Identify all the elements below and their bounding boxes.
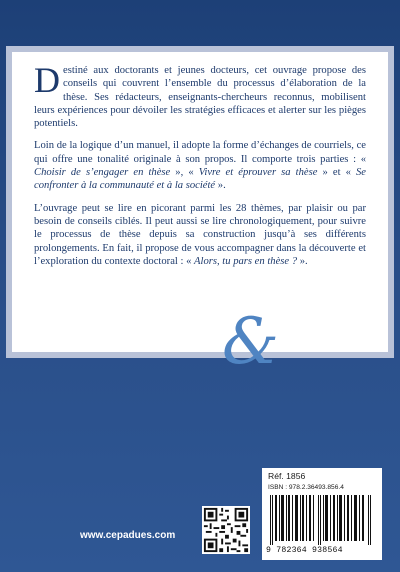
- description-text: [34, 60, 366, 277]
- part-3-title: Se confronter à la communauté et à la société: [34, 167, 366, 192]
- paragraph-3: [34, 202, 366, 268]
- ampersand-logo: &: [222, 305, 279, 379]
- barcode-box: [262, 468, 382, 560]
- book-title-quote: Alors, tu pars en thèse ?: [194, 255, 298, 267]
- paragraph-2-text-b: », «: [170, 167, 199, 179]
- paragraph-1-text: estiné aux doctorants et jeunes docteurs, cet ouvrage propose des conseils qui couvrent l’ensemble du processus d’élaboration de la thèse. Ses rédacteurs, enseignants-chercheurs reconnus, mobilisent leurs expériences pour dévoiler les stratégies efficaces et alerter sur les pièges potentiels.: [34, 65, 366, 130]
- paragraph-2-text-a: Loin de la logique d’un manuel, il adopte la forme d’échanges de courriels, ce qui offre une tonalité originale à son propos. Il comporte trois parties : «: [34, 140, 366, 165]
- description-panel: [12, 52, 388, 352]
- paragraph-2-text-c: » et «: [317, 167, 356, 179]
- paragraph-1: [34, 60, 366, 130]
- qr-code-graphic: [202, 506, 250, 554]
- website-link[interactable]: www.cepadues.com: [80, 530, 176, 541]
- part-1-title: Choisir de s’engager en thèse: [34, 167, 171, 179]
- barcode-icon: [268, 495, 376, 545]
- paragraph-2: [34, 139, 366, 192]
- part-2-title: Vivre et éprouver sa thèse: [198, 167, 318, 179]
- qr-code: [202, 506, 250, 554]
- paragraph-3-text-a: L’ouvrage peut se lire en picorant parmi les 28 thèmes, par plaisir ou par besoin de conseils ciblés. Il peut aussi se lire chronologiquement, pour suivre le processus de thèse depuis sa construction jusqu’à ses différents prolongements. En fait, il propose de vous accompagner dans la découverte et l’exploration du contexte doctoral : «: [34, 202, 366, 267]
- ean-digits: 9 782364 938564: [266, 546, 343, 555]
- drop-cap: D: [34, 60, 60, 100]
- reference-number: Réf. 1856: [268, 471, 306, 481]
- paragraph-2-text-d: ».: [215, 180, 226, 192]
- paragraph-3-text-b: ».: [297, 255, 308, 267]
- isbn-number: ISBN : 978.2.36493.856.4: [268, 484, 344, 491]
